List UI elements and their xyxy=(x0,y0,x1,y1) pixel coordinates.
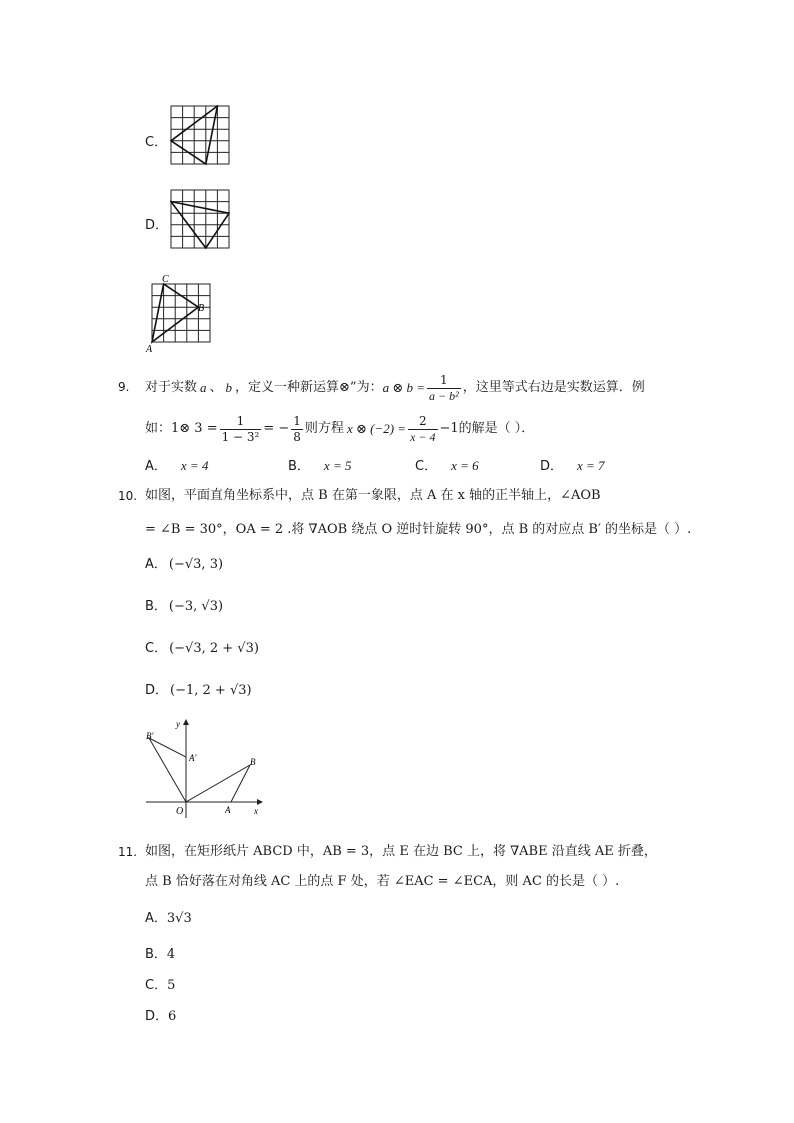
q9-equation-lhs: x ⊗ (−2) = xyxy=(346,421,407,436)
triangle-aob-rotated xyxy=(149,738,186,802)
q9-tail2: −1的解是（ ）． xyxy=(439,421,535,436)
point-a-prime-label: A′ xyxy=(189,753,197,763)
q9-option-d[interactable] xyxy=(540,457,605,476)
q9-option-c[interactable] xyxy=(415,457,479,476)
origin-o-label: O xyxy=(176,806,184,817)
q9-example: 如：1⊗ 3 = xyxy=(145,421,218,436)
q9-option-b[interactable] xyxy=(288,457,351,476)
q9-var-a: a xyxy=(200,380,207,395)
q9-frac3-num: 1 xyxy=(293,413,301,428)
q9-option-a-value: x = 4 xyxy=(180,458,209,473)
q10-option-b[interactable] xyxy=(145,598,223,616)
q9-frac1-num: 1 xyxy=(427,373,461,389)
q9-then: 则方程 xyxy=(304,421,344,436)
q10-option-d[interactable] xyxy=(145,682,252,700)
q9-option-a[interactable] xyxy=(145,457,208,476)
q11-option-a-value: 3√3 xyxy=(166,911,192,926)
q9-option-a-letter: A． xyxy=(145,459,167,474)
q9-frac2-den: 1 − 3² xyxy=(221,429,260,444)
q10-coordinate-figure xyxy=(140,714,270,820)
q11-option-c-value: 5 xyxy=(167,978,176,993)
q10-option-d-letter: D． xyxy=(145,683,169,698)
q9-option-d-value: x = 7 xyxy=(577,458,605,473)
point-b-label: B xyxy=(250,757,256,767)
q11-option-c-letter: C． xyxy=(145,978,168,993)
q9-frac2-num: 1 xyxy=(220,414,262,430)
q11-option-c[interactable] xyxy=(145,977,175,995)
q10-option-b-letter: B． xyxy=(145,599,167,614)
q9-option-d-letter: D． xyxy=(540,459,564,474)
q9-frac-example xyxy=(220,414,262,445)
q9-number: 9. xyxy=(118,380,130,394)
point-a-label: A xyxy=(225,805,231,815)
q9-option-c-value: x = 6 xyxy=(451,458,479,473)
q10-option-b-value: (−3, √3) xyxy=(168,599,224,614)
q10-number: 10. xyxy=(118,489,138,503)
q9-tail1: ，这里等式右边是实数运算．例 xyxy=(462,380,645,395)
q9-option-b-letter: B． xyxy=(288,459,310,474)
q9-frac3-den: 8 xyxy=(293,429,301,444)
ref-point-c-label: C xyxy=(162,274,169,285)
q10-option-a[interactable] xyxy=(145,556,223,574)
q9-line1 xyxy=(145,370,645,406)
q11-line1: 如图，在矩形纸片 ABCD 中，AB = 3，点 E 在边 BC 上，将 ∇ABE 沿直线 AE 折叠， xyxy=(145,844,657,859)
q10-line1: 如图，平面直角坐标系中，点 B 在第一象限，点 A 在 x 轴的正半轴上，∠AOB xyxy=(145,488,601,503)
q8-option-d-label[interactable]: D． xyxy=(145,218,169,233)
q11-line2: 点 B 恰好落在对角线 AC 上的点 F 处，若 ∠EAC = ∠ECA，则 AC 的长是（ ）. xyxy=(145,874,620,889)
q9-frac4-den: x − 4 xyxy=(410,429,436,444)
q8-option-c-figure xyxy=(170,105,231,166)
triangle-aob xyxy=(186,765,250,802)
q9-lhs: a ⊗ b = xyxy=(382,380,425,395)
q8-option-d-figure xyxy=(170,189,231,250)
q9-line2 xyxy=(145,411,534,447)
q9-frac-equation xyxy=(408,414,437,445)
y-axis-label: y xyxy=(176,719,180,729)
q8-option-c-label[interactable]: C． xyxy=(145,135,168,150)
q11-number: 11. xyxy=(118,845,138,859)
q9-frac-result xyxy=(291,414,303,445)
ref-point-b-label: B xyxy=(198,303,205,314)
q8-reference-figure xyxy=(142,271,214,355)
q11-option-d-letter: D． xyxy=(145,1009,169,1024)
q11-option-b-value: 4 xyxy=(166,947,176,962)
q10-line2: = ∠B = 30°，OA = 2 .将 ∇AOB 绕点 O 逆时针旋转 90°，点 B 的对应点 B′ 的坐标是（ ）. xyxy=(145,522,692,537)
q11-option-d-value: 6 xyxy=(168,1009,177,1024)
q9-option-b-value: x = 5 xyxy=(323,458,352,473)
q9-intro: 对于实数 xyxy=(145,380,198,395)
q9-eq-mid: = − xyxy=(263,421,290,436)
q10-option-a-value: (−√3, 3) xyxy=(168,557,224,572)
q11-option-a[interactable] xyxy=(145,910,192,928)
q11-option-a-letter: A． xyxy=(145,911,167,926)
q9-sep: 、 xyxy=(209,380,223,395)
q9-frac-definition xyxy=(427,373,461,404)
q9-def-text: ，定义一种新运算⊗”为： xyxy=(235,380,383,395)
ref-point-a-label: A xyxy=(146,344,153,355)
q10-option-c-value: (−√3, 2 + √3) xyxy=(169,641,259,656)
q9-var-b: b xyxy=(225,380,233,395)
q11-option-b[interactable] xyxy=(145,946,175,964)
q11-option-d[interactable] xyxy=(145,1008,176,1026)
q11-option-b-letter: B． xyxy=(145,947,167,962)
x-axis-label: x xyxy=(254,806,258,816)
q10-option-d-value: (−1, 2 + √3) xyxy=(170,683,252,698)
q9-frac4-num: 2 xyxy=(408,414,437,430)
point-b-prime-label: B′ xyxy=(146,731,154,741)
q9-option-c-letter: C． xyxy=(415,459,438,474)
q10-option-c-letter: C． xyxy=(145,641,168,656)
q10-option-c[interactable] xyxy=(145,640,259,658)
q9-frac1-den: a − b² xyxy=(429,388,459,403)
q10-option-a-letter: A． xyxy=(145,557,167,572)
